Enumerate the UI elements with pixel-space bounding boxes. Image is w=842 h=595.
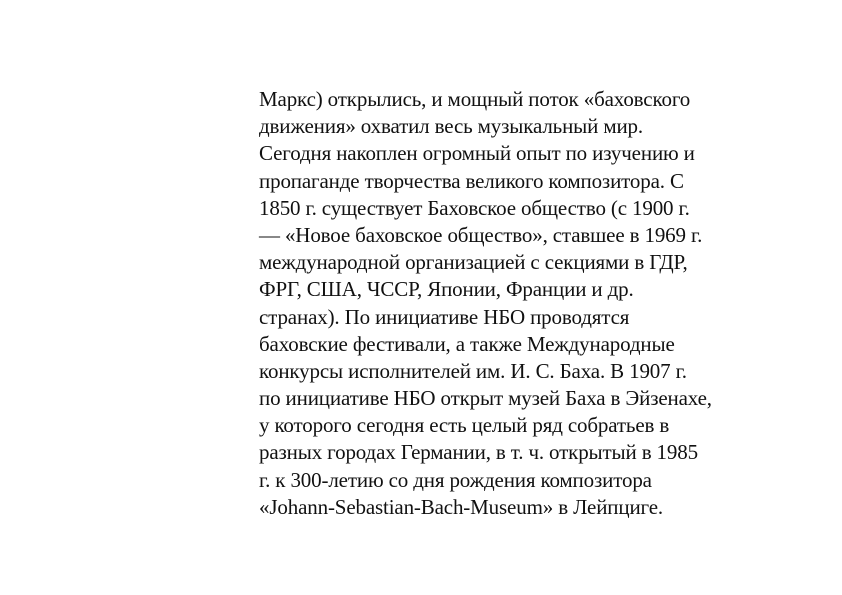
- text-line: баховские фестивали, а также Международные: [259, 331, 675, 356]
- text-line: конкурсы исполнителей им. И. С. Баха. В 1907 г.: [259, 358, 687, 383]
- text-line: международной организацией с секциями в ГДР,: [259, 250, 688, 275]
- text-line: Маркс) открылись, и мощный поток «баховского: [259, 87, 691, 111]
- text-line: у которого сегодня есть целый ряд собратьев в: [259, 413, 670, 438]
- text-line: разных городах Германии, в т. ч. открытый в 1985: [259, 440, 698, 465]
- text-line: по инициативе НБО открыт музей Баха в Эйзенахе,: [259, 386, 712, 411]
- text-line: 1850 г. существует Баховское общество (с 1900 г.: [259, 195, 690, 220]
- text-line: пропаганде творчества великого композитора. С: [259, 168, 684, 193]
- text-line: странах). По инициативе НБО проводятся: [259, 304, 630, 329]
- text-line: «Johann-Sebastian-Bach-Museum» в Лейпциге.: [259, 494, 664, 519]
- text-line: Сегодня накоплен огромный опыт по изучению и: [259, 141, 695, 166]
- text-line: ФРГ, США, ЧССР, Японии, Франции и др.: [259, 277, 634, 302]
- text-line: г. к 300-летию со дня рождения композитора: [259, 467, 652, 492]
- text-line: — «Новое баховское общество», ставшее в 1969 г.: [259, 222, 703, 247]
- body-text: [259, 86, 779, 521]
- text-line: движения» охватил весь музыкальный мир.: [259, 114, 644, 139]
